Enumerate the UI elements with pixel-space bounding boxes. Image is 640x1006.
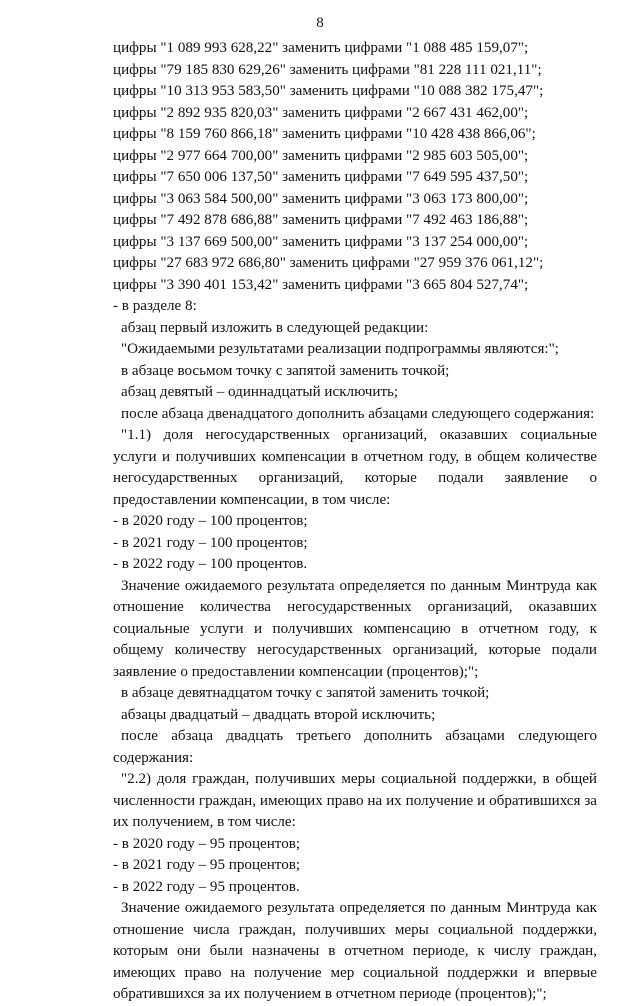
replacement-line: цифры "2 892 935 820,03" заменить цифрами "2 667 431 462,00"; [113,104,529,121]
document-body [113,38,597,1006]
section-heading: - в разделе 8: [113,298,197,314]
replacement-line: цифры "7 650 006 137,50" заменить цифрами "7 649 595 437,50"; [113,169,529,185]
year-item: - в 2020 году – 100 процентов; [113,513,308,529]
instruction-line: в абзаце девятнадцатом точку с запятой заменить точкой; [121,685,490,701]
instruction-line: после абзаца двенадцатого дополнить абзацами следующего содержания: [121,405,595,422]
page-number: 8 [316,15,324,31]
value-paragraph-1: Значение ожидаемого результата определяется по данным Минтруда как отношение количества негосударственных организаций, оказавших социальные услуги и получивших компенсацию в отчетном году, к общему количеству негосударственных организаций, которые подали заявление о предоставлении компенсации (процентов);"; [113,577,597,680]
instruction-line: абзац первый изложить в следующей редакции: [121,319,429,336]
replacement-line: цифры "27 683 972 686,80" заменить цифрами "27 959 376 061,12"; [113,255,544,271]
after-23-paragraph: после абзаца двадцать третьего дополнить абзацами следующего содержания: [113,728,597,766]
replacement-line: цифры "3 063 584 500,00" заменить цифрами "3 063 173 800,00"; [113,190,529,207]
year-item: - в 2021 году – 100 процентов; [113,534,308,551]
quoted-line: "Ожидаемыми результатами реализации подпрограммы являются:"; [121,341,559,357]
year-item: - в 2020 году – 95 процентов; [113,835,301,852]
instruction-line: в абзаце восьмом точку с запятой заменить точкой; [121,362,450,379]
item-2-2-paragraph: "2.2) доля граждан, получивших меры социальной поддержки, в общей численности граждан, имеющих право на их получение и обратившихся за их получением, в том числе: [113,771,597,830]
replacement-line: цифры "8 159 760 866,18" заменить цифрами "10 428 438 866,06"; [113,126,536,142]
replacement-line: цифры "3 137 669 500,00" заменить цифрами "3 137 254 000,00"; [113,233,529,250]
instruction-line: абзацы двадцатый – двадцать второй исключить; [121,706,436,723]
year-item: - в 2021 году – 95 процентов; [113,857,301,873]
replacement-line: цифры "79 185 830 629,26" заменить цифрами "81 228 111 021,11"; [113,61,542,78]
replacement-line: цифры "3 390 401 153,42" заменить цифрами "3 665 804 527,74"; [113,276,529,293]
instruction-line: абзац девятый – одиннадцатый исключить; [121,384,399,400]
replacement-line: цифры "2 977 664 700,00" заменить цифрами "2 985 603 505,00"; [113,147,529,164]
item-1-1-paragraph: "1.1) доля негосударственных организаций, оказавших социальные услуги и получивших компенсации в отчетном году, в общем количестве негосударственных организаций, которые подали заявление о предоставлении компенсации, в том числе: [113,427,597,508]
year-item: - в 2022 году – 100 процентов. [113,556,308,572]
replacement-line: цифры "7 492 878 686,88" заменить цифрами "7 492 463 186,88"; [113,212,529,228]
year-item: - в 2022 году – 95 процентов. [113,878,300,895]
replacement-line: цифры "1 089 993 628,22" заменить цифрами "1 088 485 159,07"; [113,40,529,56]
replacement-line: цифры "10 313 953 583,50" заменить цифрами "10 088 382 175,47"; [113,83,544,99]
value-paragraph-2: Значение ожидаемого результата определяется по данным Минтруда как отношение числа граждан, получивших меры социальной поддержки, которым они были назначены в отчетном периоде, к числу граждан, имеющих право на получение мер социальной поддержки и впервые обратившихся за их получением в отчетном периоде (процентов);"; [113,900,597,1002]
